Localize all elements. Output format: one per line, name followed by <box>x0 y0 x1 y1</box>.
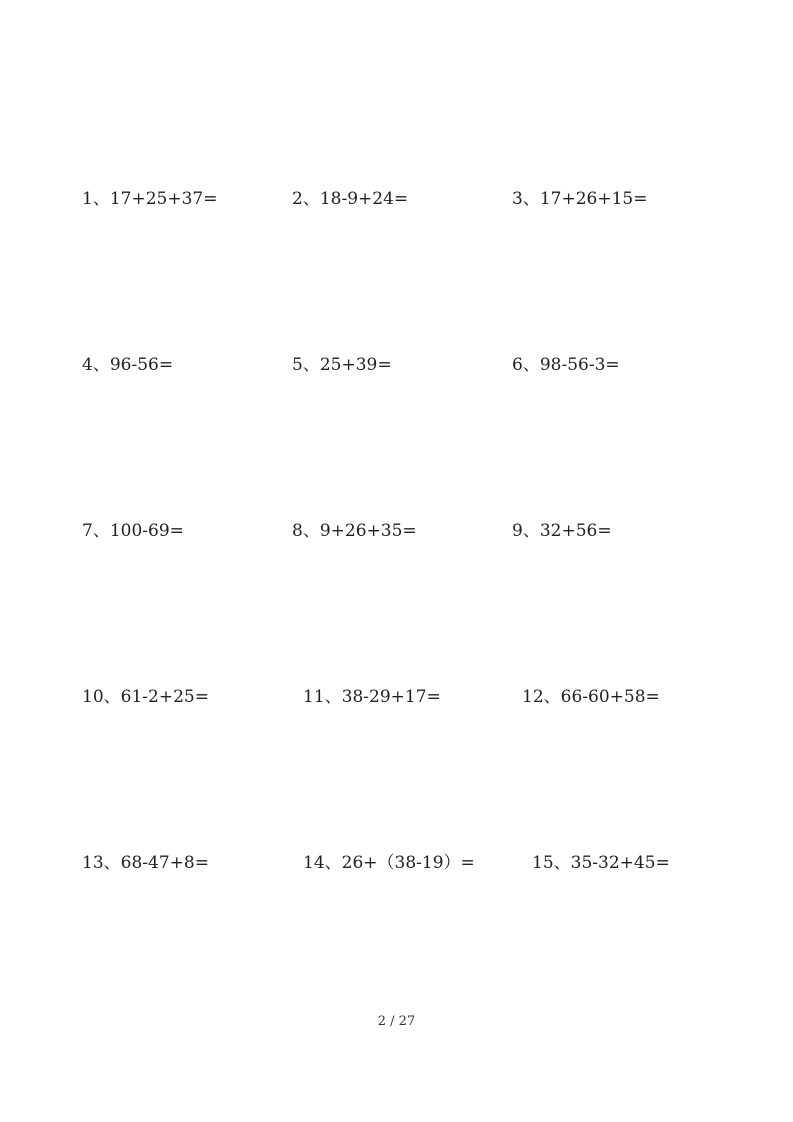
problem-9: 9、32+56= <box>512 521 612 541</box>
problem-5: 5、25+39= <box>292 355 392 375</box>
problem-6: 6、98-56-3= <box>512 355 620 375</box>
problem-4: 4、96-56= <box>82 355 174 375</box>
problem-2: 2、18-9+24= <box>292 189 409 209</box>
problem-13: 13、68-47+8= <box>82 853 209 873</box>
problem-15: 15、35-32+45= <box>532 853 670 873</box>
problem-7: 7、100-69= <box>82 521 184 541</box>
problem-10: 10、61-2+25= <box>82 687 209 707</box>
problem-12: 12、66-60+58= <box>522 687 660 707</box>
problem-3: 3、17+26+15= <box>512 189 648 209</box>
page-indicator: 2 / 27 <box>377 1014 416 1029</box>
problem-14: 14、26+（38-19）= <box>303 853 475 873</box>
problem-8: 8、9+26+35= <box>292 521 417 541</box>
problem-11: 11、38-29+17= <box>303 687 441 707</box>
problem-1: 1、17+25+37= <box>82 189 218 209</box>
